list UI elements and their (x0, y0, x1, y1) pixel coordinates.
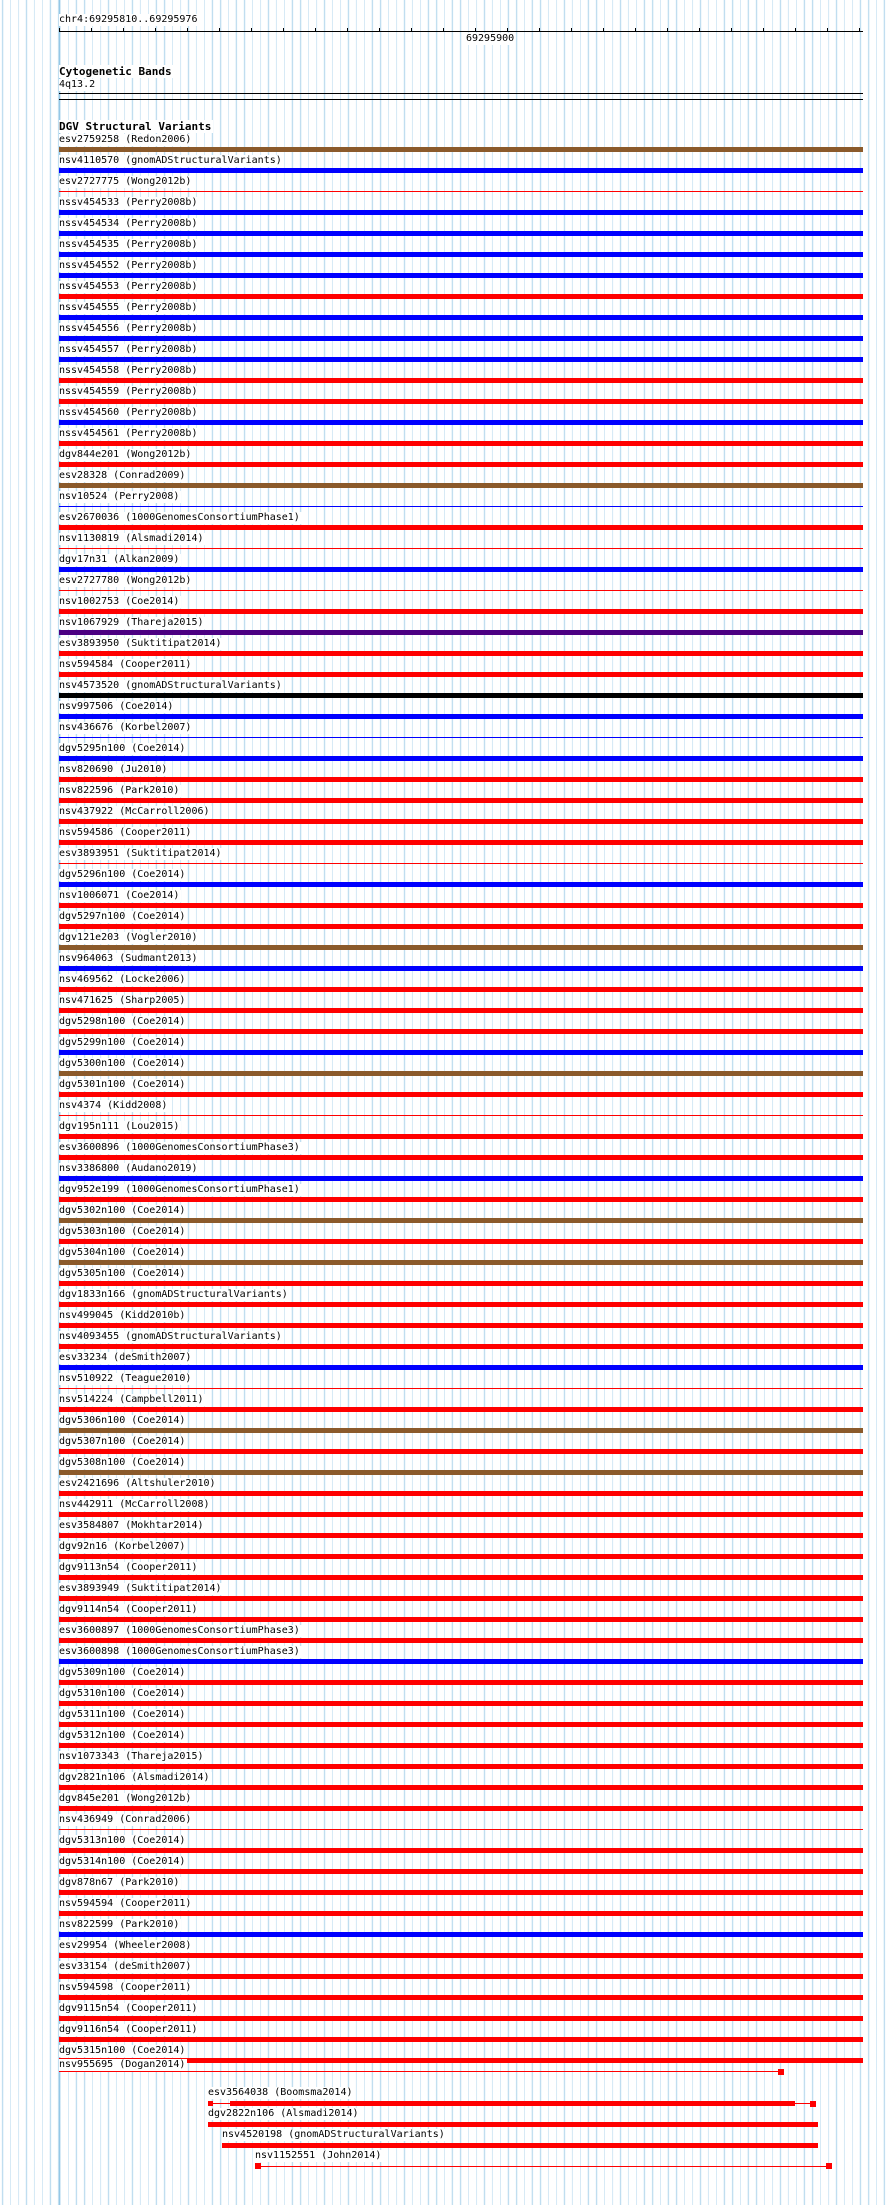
dgv-feature-label: dgv5312n100 (Coe2014) (59, 1730, 186, 1741)
dgv-feature-bar[interactable] (59, 714, 863, 719)
ruler-tick (699, 28, 700, 32)
dgv-feature-label: dgv845e201 (Wong2012b) (59, 1793, 192, 1804)
dgv-feature-label: esv28328 (Conrad2009) (59, 470, 186, 481)
dgv-feature-bar[interactable] (59, 1806, 863, 1811)
dgv-feature-label: nsv822596 (Park2010) (59, 785, 180, 796)
dgv-feature-bar[interactable] (59, 1680, 863, 1685)
dgv-feature-label: dgv5303n100 (Coe2014) (59, 1226, 186, 1237)
dgv-feature-label: dgv5306n100 (Coe2014) (59, 1415, 186, 1426)
dgv-feature-bar[interactable] (59, 945, 863, 950)
ruler-tick (187, 28, 188, 32)
dgv-feature-label: nssv454552 (Perry2008b) (59, 260, 198, 271)
dgv-feature-bar[interactable] (59, 294, 863, 299)
dgv-feature-label: nsv10524 (Perry2008) (59, 491, 180, 502)
dgv-feature-label: dgv5299n100 (Coe2014) (59, 1037, 186, 1048)
ruler-tick (475, 28, 476, 32)
dgv-feature-label: dgv5310n100 (Coe2014) (59, 1688, 186, 1699)
dgv-feature-bar[interactable] (222, 2143, 818, 2148)
dgv-feature-bar[interactable] (59, 357, 863, 362)
dgv-feature-label: nsv4093455 (gnomADStructuralVariants) (59, 1331, 282, 1342)
dgv-feature-bar[interactable] (59, 987, 863, 992)
dgv-feature-bar[interactable] (59, 1407, 863, 1412)
dgv-feature-bar[interactable] (59, 1071, 863, 1076)
dgv-feature-bar[interactable] (59, 1617, 863, 1622)
dgv-feature-bar[interactable] (59, 231, 863, 236)
dgv-feature-label: esv2421696 (Altshuler2010) (59, 1478, 216, 1489)
dgv-feature-bar[interactable] (59, 441, 863, 446)
dgv-feature-bar[interactable] (59, 1554, 863, 1559)
dgv-feature-bar[interactable] (59, 1596, 863, 1601)
dgv-feature-end-marker[interactable] (255, 2163, 261, 2169)
dgv-feature-label: dgv5314n100 (Coe2014) (59, 1856, 186, 1867)
dgv-feature-bar[interactable] (59, 1829, 863, 1830)
dgv-feature-bar[interactable] (59, 863, 863, 864)
dgv-feature-label: nsv1073343 (Thareja2015) (59, 1751, 204, 1762)
dgv-feature-bar[interactable] (59, 798, 863, 803)
dgv-feature-label: nsv437922 (McCarroll2006) (59, 806, 210, 817)
dgv-feature-label: dgv5307n100 (Coe2014) (59, 1436, 186, 1447)
dgv-feature-bar[interactable] (59, 336, 863, 341)
dgv-feature-bar[interactable] (59, 1491, 863, 1496)
dgv-feature-label: nsv594598 (Cooper2011) (59, 1982, 192, 1993)
ruler-tick (539, 28, 540, 32)
dgv-feature-label: nsv4573520 (gnomADStructuralVariants) (59, 680, 282, 691)
dgv-feature-label: dgv5295n100 (Coe2014) (59, 743, 186, 754)
dgv-feature-label: nsv1006071 (Coe2014) (59, 890, 180, 901)
dgv-feature-bar[interactable] (59, 1176, 863, 1181)
dgv-feature-label: nsv594594 (Cooper2011) (59, 1898, 192, 1909)
dgv-feature-bar[interactable] (59, 651, 863, 656)
dgv-feature-label: dgv5315n100 (Coe2014) (59, 2045, 186, 2056)
ruler-tick (859, 28, 860, 32)
dgv-feature-label: dgv5298n100 (Coe2014) (59, 1016, 186, 1027)
dgv-feature-label: dgv5301n100 (Coe2014) (59, 1079, 186, 1090)
dgv-feature-bar[interactable] (59, 462, 863, 467)
dgv-feature-label: nsv1130819 (Alsmadi2014) (59, 533, 204, 544)
ruler-tick (155, 28, 156, 32)
dgv-feature-label: dgv9114n54 (Cooper2011) (59, 1604, 198, 1615)
dgv-feature-label: esv3893951 (Suktitipat2014) (59, 848, 222, 859)
dgv-feature-label: esv2759258 (Redon2006) (59, 134, 192, 145)
dgv-feature-label: esv3584807 (Mokhtar2014) (59, 1520, 204, 1531)
ruler-axis (59, 31, 863, 32)
ruler-tick (91, 28, 92, 32)
dgv-feature-label: nsv1152551 (John2014) (255, 2150, 382, 2161)
dgv-feature-bar[interactable] (59, 1029, 863, 1034)
dgv-feature-bar[interactable] (59, 168, 863, 173)
dgv-feature-label: nsv820690 (Ju2010) (59, 764, 168, 775)
dgv-feature-bar[interactable] (59, 693, 863, 698)
dgv-feature-bar[interactable] (59, 2037, 863, 2042)
dgv-feature-label: nssv454559 (Perry2008b) (59, 386, 198, 397)
dgv-feature-label: dgv5311n100 (Coe2014) (59, 1709, 186, 1720)
dgv-feature-bar[interactable] (59, 840, 863, 845)
dgv-feature-label: dgv952e199 (1000GenomesConsortiumPhase1) (59, 1184, 300, 1195)
dgv-feature-bar[interactable] (59, 548, 863, 549)
ruler-tick (411, 28, 412, 32)
dgv-feature-label: nsv469562 (Locke2006) (59, 974, 186, 985)
dgv-feature-bar[interactable] (59, 1260, 863, 1265)
dgv-feature-bar[interactable] (59, 1155, 863, 1160)
dgv-feature-label: nssv454533 (Perry2008b) (59, 197, 198, 208)
dgv-feature-label: nsv1067929 (Thareja2015) (59, 617, 204, 628)
dgv-feature-label: dgv17n31 (Alkan2009) (59, 554, 180, 565)
dgv-feature-bar[interactable] (59, 1659, 863, 1664)
dgv-feature-label: nssv454556 (Perry2008b) (59, 323, 198, 334)
dgv-feature-bar[interactable] (59, 1218, 863, 1223)
dgv-feature-bar[interactable] (59, 1428, 863, 1433)
dgv-feature-bar[interactable] (59, 1512, 863, 1517)
dgv-feature-label: dgv5297n100 (Coe2014) (59, 911, 186, 922)
dgv-feature-line[interactable] (255, 2166, 832, 2167)
dgv-feature-bar[interactable] (59, 737, 863, 738)
dgv-feature-label: nsv442911 (McCarroll2008) (59, 1499, 210, 1510)
dgv-feature-label: dgv5296n100 (Coe2014) (59, 869, 186, 880)
dgv-feature-end-marker[interactable] (208, 2101, 213, 2106)
dgv-feature-bar[interactable] (59, 1764, 863, 1769)
dgv-feature-bar[interactable] (59, 1974, 863, 1979)
dgv-feature-end-marker[interactable] (810, 2101, 816, 2107)
dgv-feature-label: esv29954 (Wheeler2008) (59, 1940, 192, 1951)
dgv-feature-bar[interactable] (59, 1995, 863, 2000)
dgv-feature-label: nsv594586 (Cooper2011) (59, 827, 192, 838)
dgv-feature-bar[interactable] (59, 1953, 863, 1958)
cytoband-line (59, 93, 863, 94)
dgv-feature-label: nsv594584 (Cooper2011) (59, 659, 192, 670)
dgv-feature-label: esv3564038 (Boomsma2014) (208, 2087, 353, 2098)
dgv-feature-label: nsv499045 (Kidd2010b) (59, 1310, 186, 1321)
dgv-feature-label: dgv844e201 (Wong2012b) (59, 449, 192, 460)
dgv-feature-label: nssv454560 (Perry2008b) (59, 407, 198, 418)
dgv-feature-bar[interactable] (59, 191, 863, 192)
dgv-feature-label: nsv4374 (Kidd2008) (59, 1100, 168, 1111)
dgv-feature-label: nssv454561 (Perry2008b) (59, 428, 198, 439)
dgv-feature-bar[interactable] (59, 1533, 863, 1538)
ruler-tick (123, 28, 124, 32)
ruler-tick (763, 28, 764, 32)
ruler-tick (795, 28, 796, 32)
ruler-tick (443, 28, 444, 32)
ruler-tick (667, 28, 668, 32)
ruler-tick (571, 28, 572, 32)
dgv-feature-bar[interactable] (59, 756, 863, 761)
dgv-feature-bar[interactable] (59, 903, 863, 908)
dgv-title: DGV Structural Variants (59, 120, 212, 133)
dgv-feature-label: dgv2822n106 (Alsmadi2014) (208, 2108, 359, 2119)
dgv-feature-label: esv3893950 (Suktitipat2014) (59, 638, 222, 649)
dgv-feature-bar[interactable] (59, 315, 863, 320)
dgv-feature-label: esv3600896 (1000GenomesConsortiumPhase3) (59, 1142, 300, 1153)
dgv-feature-label: nssv454555 (Perry2008b) (59, 302, 198, 313)
dgv-feature-bar[interactable] (59, 819, 863, 824)
dgv-feature-label: esv2670036 (1000GenomesConsortiumPhase1) (59, 512, 300, 523)
dgv-feature-bar[interactable] (59, 1365, 863, 1370)
dgv-feature-label: dgv878n67 (Park2010) (59, 1877, 180, 1888)
dgv-feature-bar[interactable] (59, 966, 863, 971)
dgv-feature-label: dgv5304n100 (Coe2014) (59, 1247, 186, 1258)
ruler-tick (731, 28, 732, 32)
dgv-feature-bar[interactable] (59, 1302, 863, 1307)
dgv-feature-bar[interactable] (59, 1470, 863, 1475)
dgv-feature-bar[interactable] (59, 672, 863, 677)
dgv-feature-bar[interactable] (59, 1115, 863, 1116)
dgv-feature-bar[interactable] (59, 525, 863, 530)
dgv-feature-bar[interactable] (59, 1869, 863, 1874)
dgv-feature-bar[interactable] (59, 252, 863, 257)
dgv-feature-label: dgv5302n100 (Coe2014) (59, 1205, 186, 1216)
cytoband-band: 4q13.2 (59, 79, 96, 90)
ruler-center-label: 69295900 (466, 33, 515, 44)
dgv-feature-label: esv2727775 (Wong2012b) (59, 176, 192, 187)
dgv-feature-bar[interactable] (59, 590, 863, 591)
dgv-feature-label: nsv1002753 (Coe2014) (59, 596, 180, 607)
dgv-feature-label: nsv997506 (Coe2014) (59, 701, 174, 712)
dgv-feature-bar[interactable] (59, 210, 863, 215)
dgv-feature-label: nsv436949 (Conrad2006) (59, 1814, 192, 1825)
ruler-tick (347, 28, 348, 32)
dgv-feature-end-marker[interactable] (778, 2069, 784, 2075)
ruler-tick (283, 28, 284, 32)
ruler-tick (379, 28, 380, 32)
dgv-feature-label: esv3600898 (1000GenomesConsortiumPhase3) (59, 1646, 300, 1657)
ruler-tick (635, 28, 636, 32)
dgv-feature-end-marker[interactable] (826, 2163, 832, 2169)
dgv-feature-bar[interactable] (59, 1008, 863, 1013)
dgv-feature-bar[interactable] (59, 1575, 863, 1580)
dgv-feature-bar[interactable] (59, 882, 863, 887)
dgv-feature-label: nsv964063 (Sudmant2013) (59, 953, 198, 964)
dgv-feature-bar[interactable] (59, 1388, 863, 1389)
dgv-feature-bar[interactable] (59, 1722, 863, 1727)
dgv-feature-label: nsv514224 (Campbell2011) (59, 1394, 204, 1405)
dgv-feature-bar[interactable] (59, 1932, 863, 1937)
dgv-feature-label: nsv4110570 (gnomADStructuralVariants) (59, 155, 282, 166)
dgv-feature-bar[interactable] (59, 2016, 863, 2021)
dgv-feature-bar[interactable] (59, 420, 863, 425)
dgv-feature-label: esv33154 (deSmith2007) (59, 1961, 192, 1972)
dgv-feature-label: dgv5313n100 (Coe2014) (59, 1835, 186, 1846)
section-divider (59, 99, 863, 100)
cytoband-title: Cytogenetic Bands (59, 65, 172, 78)
ruler-tick (251, 28, 252, 32)
dgv-feature-label: dgv5305n100 (Coe2014) (59, 1268, 186, 1279)
dgv-feature-bar[interactable] (59, 1050, 863, 1055)
dgv-feature-label: nssv454558 (Perry2008b) (59, 365, 198, 376)
dgv-feature-label: nsv436676 (Korbel2007) (59, 722, 192, 733)
dgv-feature-label: dgv9116n54 (Cooper2011) (59, 2024, 198, 2035)
dgv-feature-label: dgv5308n100 (Coe2014) (59, 1457, 186, 1468)
ruler-tick (827, 28, 828, 32)
ruler-tick (507, 28, 508, 32)
dgv-feature-label: esv3893949 (Suktitipat2014) (59, 1583, 222, 1594)
dgv-feature-label: nsv3386800 (Audano2019) (59, 1163, 198, 1174)
dgv-feature-bar[interactable] (59, 1449, 863, 1454)
dgv-feature-label: dgv92n16 (Korbel2007) (59, 1541, 186, 1552)
dgv-feature-bar[interactable] (59, 1785, 863, 1790)
ruler-tick (315, 28, 316, 32)
dgv-feature-bar[interactable] (59, 567, 863, 572)
dgv-feature-label: esv3600897 (1000GenomesConsortiumPhase3) (59, 1625, 300, 1636)
dgv-feature-label: dgv1833n166 (gnomADStructuralVariants) (59, 1289, 288, 1300)
dgv-feature-label: nsv822599 (Park2010) (59, 1919, 180, 1930)
ruler-tick (59, 28, 60, 32)
dgv-feature-bar[interactable] (59, 378, 863, 383)
ruler-tick (219, 28, 220, 32)
dgv-feature-bar[interactable] (59, 273, 863, 278)
dgv-feature-label: dgv2821n106 (Alsmadi2014) (59, 1772, 210, 1783)
dgv-feature-bar[interactable] (208, 2122, 818, 2127)
dgv-feature-bar[interactable] (59, 147, 863, 152)
dgv-feature-label: esv2727780 (Wong2012b) (59, 575, 192, 586)
dgv-feature-label: nssv454535 (Perry2008b) (59, 239, 198, 250)
dgv-feature-bar[interactable] (59, 924, 863, 929)
ruler-range: chr4:69295810..69295976 (59, 14, 198, 25)
dgv-feature-label: esv33234 (deSmith2007) (59, 1352, 192, 1363)
dgv-feature-bar[interactable] (59, 1092, 863, 1097)
dgv-feature-label: nsv4520198 (gnomADStructuralVariants) (222, 2129, 445, 2140)
dgv-feature-bar[interactable] (59, 777, 863, 782)
dgv-feature-bar[interactable] (59, 1743, 863, 1748)
dgv-feature-label: nssv454557 (Perry2008b) (59, 344, 198, 355)
dgv-feature-label: dgv9115n54 (Cooper2011) (59, 2003, 198, 2014)
dgv-feature-bar[interactable] (59, 1848, 863, 1853)
dgv-feature-bar[interactable] (59, 1323, 863, 1328)
dgv-feature-bar[interactable] (59, 1281, 863, 1286)
dgv-feature-bar[interactable] (59, 1911, 863, 1916)
dgv-feature-bar[interactable] (230, 2101, 795, 2106)
ruler-tick (603, 28, 604, 32)
dgv-feature-bar[interactable] (59, 1344, 863, 1349)
dgv-feature-label: nsv471625 (Sharp2005) (59, 995, 186, 1006)
dgv-feature-bar[interactable] (59, 506, 863, 507)
dgv-feature-label: nsv510922 (Teague2010) (59, 1373, 192, 1384)
dgv-feature-label: dgv5309n100 (Coe2014) (59, 1667, 186, 1678)
dgv-feature-label: nsv955695 (Dogan2014) (59, 2059, 186, 2070)
dgv-feature-label: nssv454534 (Perry2008b) (59, 218, 198, 229)
dgv-feature-bar[interactable] (59, 1239, 863, 1244)
dgv-feature-bar[interactable] (59, 1701, 863, 1706)
dgv-feature-label: dgv9113n54 (Cooper2011) (59, 1562, 198, 1573)
dgv-feature-bar[interactable] (59, 1890, 863, 1895)
dgv-feature-label: dgv195n111 (Lou2015) (59, 1121, 180, 1132)
dgv-feature-bar[interactable] (59, 609, 863, 614)
dgv-feature-label: dgv5300n100 (Coe2014) (59, 1058, 186, 1069)
dgv-feature-bar[interactable] (59, 1638, 863, 1643)
dgv-feature-bar[interactable] (59, 1134, 863, 1139)
dgv-feature-label: dgv121e203 (Vogler2010) (59, 932, 198, 943)
dgv-feature-bar[interactable] (59, 399, 863, 404)
dgv-feature-bar[interactable] (59, 1197, 863, 1202)
dgv-feature-bar[interactable] (59, 483, 863, 488)
dgv-feature-label: nssv454553 (Perry2008b) (59, 281, 198, 292)
dgv-feature-line[interactable] (59, 2071, 784, 2072)
dgv-feature-bar[interactable] (59, 630, 863, 635)
